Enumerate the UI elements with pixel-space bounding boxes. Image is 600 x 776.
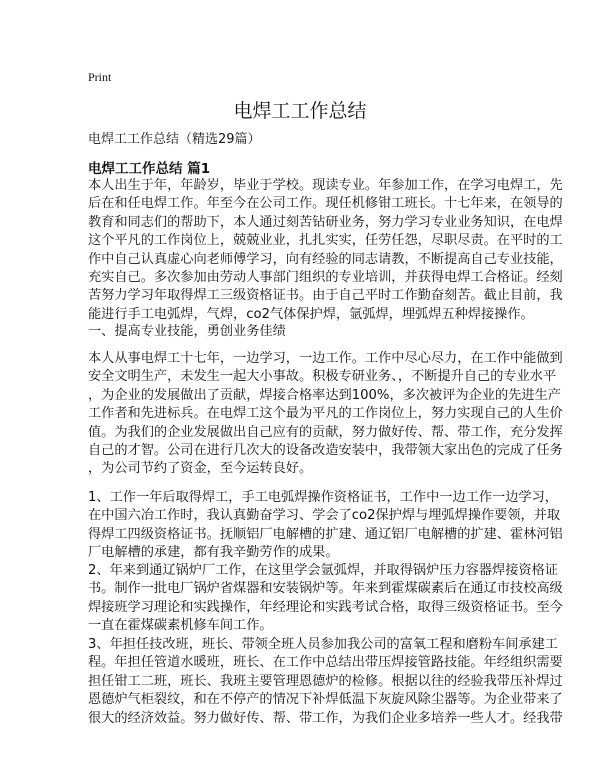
text-line: 能进行手工电弧焊，气焊，co2气体保护焊，氩弧焊，埋弧焊五种焊接操作。: [88, 306, 534, 322]
paragraph: [88, 177, 563, 324]
text-line: 安全文明生产，未发生一起大小事故。积极专研业务、，不断提升自己的专业水平: [88, 369, 557, 385]
text-line: ，为企业的发展做出了贡献，焊接合格率达到100%，多次被评为企业的先进生产: [88, 387, 561, 403]
text-line: 这个平凡的工作岗位上，兢兢业业，扎扎实实，任劳任怨，尽职尽责。在平时的工: [88, 233, 563, 249]
document-subtitle: 电焊工工作总结（精选29篇）: [88, 132, 261, 147]
text-line: 自己的才智。公司在进行几次大的设备改造安装中，我带领大家出色的完成了任务: [88, 443, 563, 459]
document-title: 电焊工工作总结: [233, 100, 367, 122]
text-line: 1、工作一年后取得焊工，手工电弧焊操作资格证书，工作中一边工作一边学习，: [88, 490, 558, 505]
text-line: 恩德炉气柜裂纹，和在不停产的情况下补焊低温下灰旋风除尘器等。为企业带来了: [88, 692, 563, 708]
text-line: 后在和任电焊工作。年至今在公司工作。现任机修钳工班长。十七年来，在领导的: [88, 196, 563, 212]
text-line: 作中自己认真虚心向老师傅学习，向有经验的同志请教，不断提高自己专业技能，: [88, 251, 563, 267]
paragraph: [88, 350, 563, 479]
text-line: 工作者和先进标兵。在电焊工这个最为平凡的工作岗位上，努力实现自己的人生价: [88, 406, 563, 422]
paragraph: [88, 636, 563, 728]
section-heading: 电焊工工作总结 篇1: [88, 161, 211, 177]
text-line: 书。制作一批电厂锅炉省煤器和安装锅炉等。年来到霍煤碳素后在通辽市技校高级: [88, 581, 563, 597]
text-line: 一直在霍煤碳素机修车间工作。: [88, 618, 273, 634]
text-line: 3、年担任技改班，班长、带领全班人员参加我公司的富氧工程和磨粉车间承建工: [88, 637, 558, 652]
text-line: 一、提高专业技能，勇创业务佳绩: [88, 324, 286, 339]
text-line: 值。为我们的企业发展做出自己应有的贡献，努力做好传、帮、带工作，充分发挥: [88, 424, 563, 440]
text-line: 焊接班学习理论和实践操作，年经理论和实践考试合格，取得三级资格证书。至今: [88, 599, 563, 615]
text-line: 充实自己。多次参加由劳动人事部门组织的专业培训，并获得电焊工合格证。经刻: [88, 270, 563, 286]
text-line: 程。年担任管道水暖班，班长、在工作中总结出带压焊接管路技能。年经组织需要: [88, 655, 563, 671]
section-subheading: [88, 323, 528, 341]
text-line: 很大的经济效益。努力做好传、帮、带工作，为我们企业多培养一些人才。经我带: [88, 710, 563, 726]
text-line: 教育和同志们的帮助下，本人通过刻苦钻研业务，努力学习专业业务知识，在电焊: [88, 214, 563, 230]
text-line: ，为公司节约了资金，至今运转良好。: [88, 461, 313, 477]
text-line: 本人出生于年，年龄岁，毕业于学校。现读专业。年参加工作，在学习电焊工，先: [88, 178, 563, 193]
text-line: 担任钳工二班，班长、我班主要管理恩德炉的检修。根据以往的经验我带压补焊过: [88, 673, 563, 689]
paragraph: [88, 489, 563, 563]
print-label[interactable]: Print: [88, 70, 112, 84]
text-line: 2、年来到通辽锅炉厂工作，在这里学会氩弧焊，并取得锅炉压力容器焊接资格证: [88, 563, 558, 578]
paragraph: [88, 562, 563, 636]
text-line: 在中国六冶工作时，我认真勤奋学习、学会了co2保护焊与埋弧焊操作要领，并取: [88, 508, 561, 524]
text-line: 苦努力学习年取得焊工三级资格证书。由于自己平时工作勤奋刻苦。截止目前，我: [88, 288, 563, 304]
text-line: 厂电解槽的承建，都有我辛勤劳作的成果。: [88, 545, 339, 561]
text-line: 得焊工四级资格证书。抚顺铝厂电解槽的扩建、通辽铝厂电解槽的扩建、霍林河铝: [88, 526, 563, 542]
text-line: 本人从事电焊工十七年，一边学习，一边工作。工作中尽心尽力，在工作中能做到: [88, 351, 563, 366]
